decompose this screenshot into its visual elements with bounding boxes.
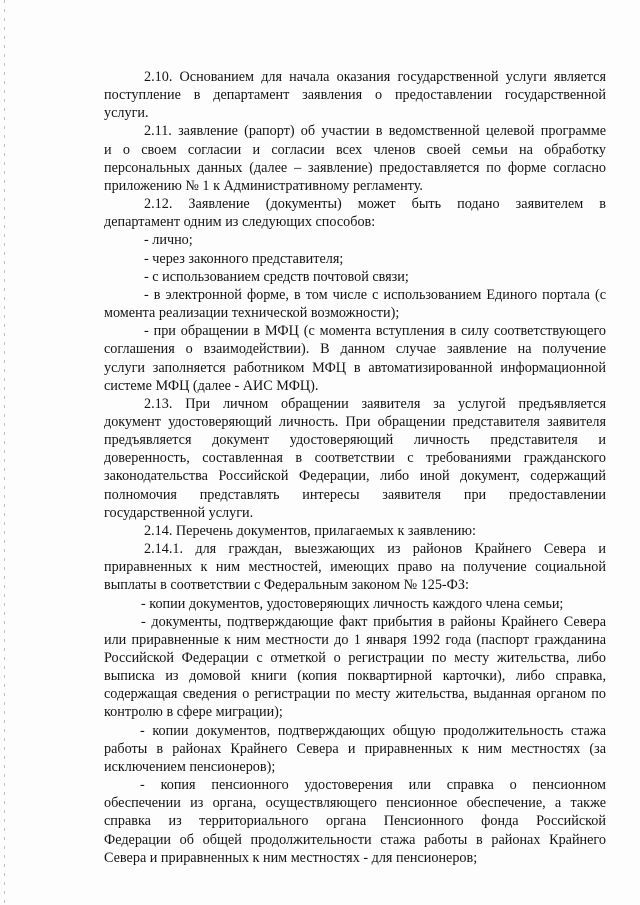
text-line: - лично; (144, 232, 193, 249)
text-line: услуги заполняется работником МФЦ в автоматизированной информационной (104, 359, 606, 376)
paragraph (104, 776, 606, 867)
paragraph (104, 595, 606, 613)
text-line: 2.14. Перечень документов, прилагаемых к заявлению: (144, 522, 476, 539)
text-line: поступление в департамент заявления о предоставлении государственной (104, 87, 606, 104)
scan-margin-line (4, 0, 5, 905)
text-line: департамент одним из следующих способов: (104, 214, 376, 231)
text-line: - документы, подтверждающие факт прибытия в районы Крайнего Севера (141, 613, 606, 630)
text-line: 2.11. заявление (рапорт) об участии в ведомственной целевой программе (144, 123, 606, 140)
document-body (104, 68, 606, 867)
paragraph (104, 195, 606, 231)
text-line: - через законного представителя; (144, 250, 344, 267)
paragraph (104, 286, 606, 322)
paragraph (104, 522, 606, 540)
text-line: персональных данных (далее – заявление) предоставляется по форме согласно (104, 159, 606, 176)
text-line: контролю в сфере миграции); (104, 704, 283, 721)
text-line: документ удостоверяющий личность. При обращении представителя заявителя (104, 413, 606, 430)
text-line: - копии документов, удостоверяющих личность каждого члена семьи; (141, 595, 564, 612)
paragraph (104, 613, 606, 722)
text-line: - копии документов, подтверждающих общую продолжительность стажа (140, 722, 606, 739)
text-line: законодательства Российской Федерации, либо иной документ, содержащий (104, 468, 606, 485)
text-line: 2.14.1. для граждан, выезжающих из районов Крайнего Севера и (144, 541, 606, 558)
paragraph (104, 250, 606, 268)
paragraph (104, 68, 606, 122)
text-line: приложению № 1 к Административному регламенту. (104, 177, 423, 194)
text-line: доверенность, составленная в соответствии с требованиями гражданского (104, 450, 606, 467)
text-line: Российской Федерации с отметкой о регистрации по месту жительства, либо (104, 650, 606, 666)
paragraph (104, 268, 606, 286)
text-line: 2.12. Заявление (документы) может быть подано заявителем в (144, 196, 606, 213)
text-line: Федерации об общей продолжительности стажа работы в районах Крайнего (104, 831, 606, 848)
text-line: 2.13. При личном обращении заявителя за услугой предъявляется (144, 395, 606, 412)
text-line: соглашения о взаимодействии). В данном случае заявление на получение (104, 341, 606, 358)
text-line: справка из территориального органа Пенсионного фонда Российской (104, 813, 606, 830)
text-line: обеспечении из органа, осуществляющего пенсионное обеспечение, а также (104, 795, 606, 812)
paragraph (104, 322, 606, 395)
text-line: содержащая сведения о регистрации по месту жительства, выданная органом по (104, 686, 606, 703)
text-line: - копия пенсионного удостоверения или справка о пенсионном (140, 777, 606, 794)
text-line: выписка из домовой книги (копия поквартирной карточки), либо справка, (104, 668, 606, 685)
paragraph (104, 722, 606, 776)
paragraph (104, 122, 606, 195)
text-line: - при обращении в МФЦ (с момента вступления в силу соответствующего (144, 323, 606, 340)
text-line: государственной услуги. (104, 504, 254, 521)
paragraph (104, 231, 606, 249)
text-line: системе МФЦ (далее - АИС МФЦ). (104, 377, 319, 394)
text-line: услуги. (104, 105, 149, 122)
paragraph (104, 395, 606, 522)
text-line: 2.10. Основанием для начала оказания государственной услуги является (144, 69, 606, 85)
text-line: Севера и приравненных к ним местностях - для пенсионеров; (104, 849, 478, 866)
text-line: момента реализации технической возможности); (104, 305, 400, 322)
text-line: предъявляется документ удостоверяющий личность представителя и (104, 432, 606, 449)
text-line: и о своем согласии и согласии всех членов своей семьи на обработку (104, 141, 606, 158)
text-line: - в электронной форме, в том числе с использованием Единого портала (с (144, 286, 606, 303)
paragraph (104, 540, 606, 594)
text-line: или приравненные к ним местности до 1 января 1992 года (паспорт гражданина (104, 631, 606, 648)
text-line: приравненных к ним местностей, имеющих право на получение социальной (104, 559, 606, 576)
text-line: исключением пенсионеров); (104, 758, 276, 775)
text-line: полномочия представлять интересы заявителя при предоставлении (104, 486, 606, 503)
text-line: - с использованием средств почтовой связи; (144, 268, 409, 285)
text-line: работы в районах Крайнего Севера и приравненных к ним местностях (за (104, 740, 606, 757)
text-line: выплаты в соответствии с Федеральным законом № 125-ФЗ: (104, 577, 469, 594)
